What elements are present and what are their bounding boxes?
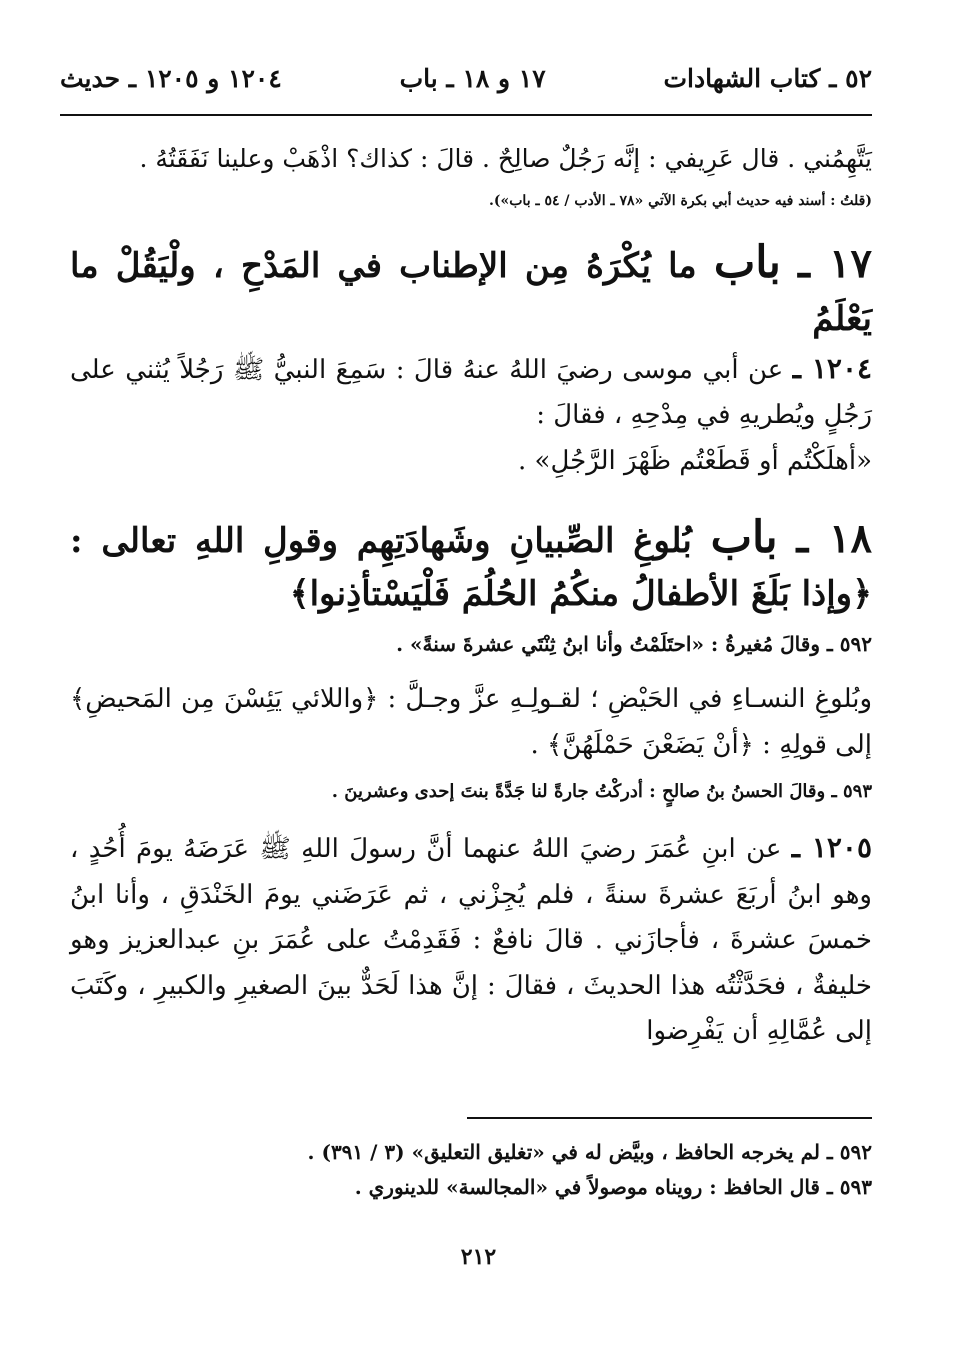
continuation-line: يَتَّهِمُني . قال عَرِيفي : إنَّه رَجُلٌ صالِحٌ . قالَ : كذاك؟ اذْهَبْ وعلينا نَفَقَتُهُ . <box>139 144 872 173</box>
chapter-title: ما يُكْرَهُ مِن الإطناب في المَدْحِ ، ولْيَقُلْ ما يَعْلَمُ <box>70 245 872 339</box>
hadith-1205 <box>70 823 872 1055</box>
author-note: (قلتُ : أسند فيه حديث أبي بكرة الآتي «٧٨ ـ الأدب / ٥٤ ـ باب»). <box>489 192 872 209</box>
hadith-text: عن أبي موسى رضيَ اللهُ عنهُ قالَ : سَمِعَ النبيُّ ﷺ رَجُلاً يُثني على رَجُلٍ ويُطريهِ في مِدْحِهِ ، فقالَ : <box>70 354 872 431</box>
chapter-heading-17 <box>70 231 872 344</box>
hadith-1204-quote: «أهلَكْتُم أو قَطَعْتُم ظَهْرَ الرَّجُلِ» . <box>518 445 872 476</box>
header-hadith-range: ١٢٠٤ و ١٢٠٥ ـ حديث <box>60 63 282 93</box>
chapter-number: ١٧ ـ <box>798 239 873 287</box>
hadith-number: ١٢٠٤ ـ <box>792 351 873 385</box>
header-chapter-range: ١٧ و ١٨ ـ باب <box>399 63 546 93</box>
header-divider <box>60 114 872 116</box>
page-body <box>70 140 872 1055</box>
chapter-paragraph: وبُلوغِ النسـاءِ في الحَيْضِ ؛ لقـولِـهِ عزَّ وجـلَّ : ﴿واللائي يَئِسْنَ مِن المَحيضِ﴾ إلى قولِهِ : ﴿أنْ يَضَعْنَ حَمْلَهُنَّ﴾ . <box>70 684 872 760</box>
footnote-divider <box>467 1117 872 1119</box>
chapter-heading-18 <box>70 506 872 619</box>
footnote-592: ٥٩٢ ـ لم يخرجه الحافظ ، وبيَّض له في «تغليق التعليق» (٣ / ٣٩١) . <box>307 1140 872 1164</box>
chapter-bab-word: باب <box>710 512 778 564</box>
chapter-title: بُلوغِ الصِّبيانِ وشَهادَتِهِم وقولِ اللهِ تعالى : ﴿وإذا بَلَغَ الأطفالُ منكُمُ الحُلُمَ فَلْيَسْتأذِنوا﴾ <box>70 521 872 615</box>
chapter-number: ١٨ ـ <box>796 515 872 563</box>
footnote-593: ٥٩٣ ـ قال الحافظ : رويناه موصولاً في «المجالسة» للدينوري . <box>354 1175 872 1199</box>
hadith-text: عن ابنِ عُمَرَ رضيَ اللهُ عنهما أنَّ رسولَ اللهِ ﷺ عَرَضَهُ يومَ أُحُدٍ ، وهو ابنُ أربَعَ عشرةَ سنةً ، فلم يُجِزْني ، ثم عَرَضَني يومَ الخَنْدَقِ ، وأنا ابنُ خمسَ عشرةَ ، فأجازَني . قالَ نافعٌ : فَقَدِمْتُ على عُمَرَ بنِ عبدالعزيز وهو خليفةٌ ، فحَدَّثْتُه هذا الحديثَ ، فقالَ : إنَّ هذا لَحَدٌّ بينَ الصغيرِ والكبيرِ ، وكَتَبَ إلى عُمَّالِهِ أن يَفْرِضوا <box>70 834 872 1047</box>
page-number: ٢١٢ <box>460 1244 497 1270</box>
footnotes <box>70 1135 872 1205</box>
mualaq-592: ٥٩٢ ـ وقالَ مُغيرةُ : «احتَلَمْتُ وأنا ابنُ ثِنْتَي عشرةَ سنةً» . <box>396 632 872 657</box>
hadith-1204 <box>70 344 872 439</box>
mualaq-593: ٥٩٣ ـ وقالَ الحسنُ بنُ صالحٍ : أدركْتُ جارةً لنا جَدَّةً بنتَ إحدى وعشرينَ . <box>331 781 872 803</box>
header-book-title: ٥٢ ـ كتاب الشهادات <box>663 63 872 93</box>
running-header <box>60 60 872 96</box>
hadith-number: ١٢٠٥ ـ <box>791 831 872 865</box>
chapter-bab-word: باب <box>713 236 781 288</box>
